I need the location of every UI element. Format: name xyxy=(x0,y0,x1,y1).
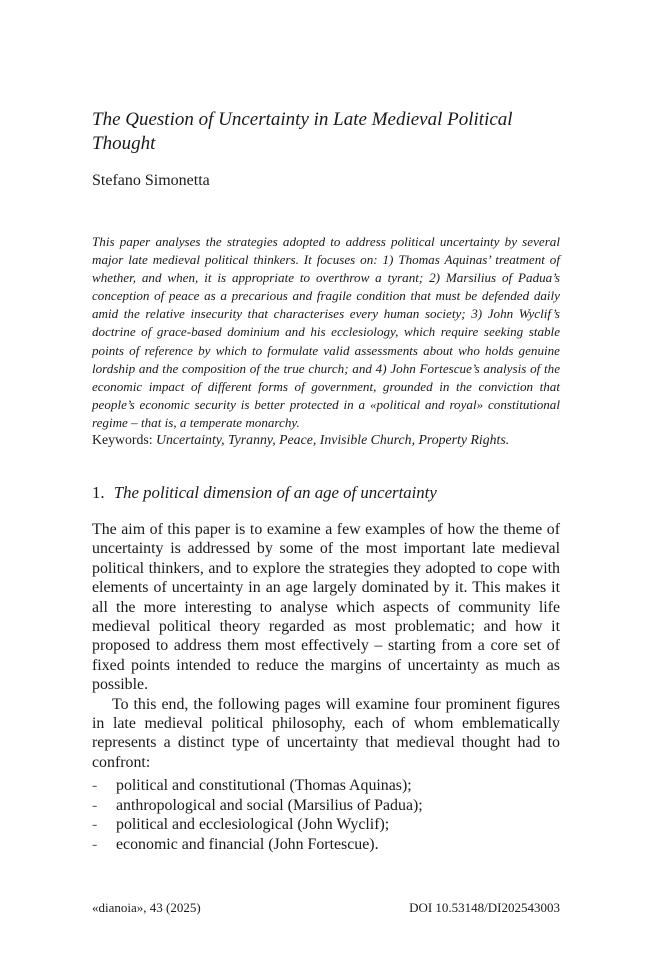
list-item-text: political and ecclesiological (John Wyclif); xyxy=(116,816,390,834)
keywords-values: Uncertainty, Tyranny, Peace, Invisible Church, Property Rights. xyxy=(156,432,510,447)
section-body xyxy=(92,520,560,854)
doi-label: DOI 10.53148/DI202543003 xyxy=(409,900,560,915)
section-number: 1. xyxy=(92,483,105,502)
list-item xyxy=(92,835,560,854)
list-marker: - xyxy=(92,835,98,853)
section-heading xyxy=(92,483,437,503)
page-footer xyxy=(92,900,560,916)
body-paragraph: The aim of this paper is to examine a few examples of how the theme of uncertainty is addressed by some of the most important late medieval political thinkers, and to explore the strategies they adopted to cope with elements of uncertainty in an age largely dominated by it. This makes it all the more interesting to analyse which aspects of community life medieval political theory regarded as most problematic; and how it proposed to address them most effectively – starting from a core set of fixed points intended to reduce the margins of uncertainty as much as possible. xyxy=(92,521,560,694)
list-item-text: economic and financial (John Fortescue). xyxy=(116,835,379,853)
article-abstract: This paper analyses the strategies adopted to address political uncertainty by several major late medieval political thinkers. It focuses on: 1) Thomas Aquinas’ treatment of whether, and when, it is appropriate to overthrow a tyrant; 2) Marsilius of Padua’s conception of peace as a precarious and fragile condition that must be defended daily amid the relative insecurity that characterises every human society; 3) John Wyclif’s doctrine of grace-based dominium and his ecclesiology, which require seeking stable points of reference by which to formulate valid assessments about who holds genuine lordship and the composition of the true church; and 4) John Fortescue’s analysis of the economic impact of different forms of government, grounded in the conviction that people’s economic security is better protected in a «political and royal» constitutional regime – that is, a temperate monarchy. xyxy=(92,234,560,430)
list-marker: - xyxy=(92,796,98,814)
list-marker: - xyxy=(92,816,98,834)
section-title: The political dimension of an age of uncertainty xyxy=(113,483,437,502)
list-item xyxy=(92,815,560,834)
article-author: Stefano Simonetta xyxy=(92,172,210,189)
journal-citation: «dianoia», 43 (2025) xyxy=(92,900,201,915)
uncertainty-types-list xyxy=(92,776,560,854)
list-marker: - xyxy=(92,777,98,795)
list-item xyxy=(92,796,560,815)
article-title: The Question of Uncertainty in Late Medieval Political Thought xyxy=(92,109,513,154)
keywords-label: Keywords: xyxy=(92,432,153,447)
list-item-text: anthropological and social (Marsilius of Padua); xyxy=(116,796,423,814)
list-item-text: political and constitutional (Thomas Aquinas); xyxy=(116,777,412,795)
list-item xyxy=(92,776,560,795)
keywords-line xyxy=(92,432,509,448)
paper-page xyxy=(92,0,560,975)
body-paragraph: To this end, the following pages will examine four prominent figures in late medieval political philosophy, each of whom emblematically represents a distinct type of uncertainty that medieval thought had to confront: xyxy=(92,695,560,771)
